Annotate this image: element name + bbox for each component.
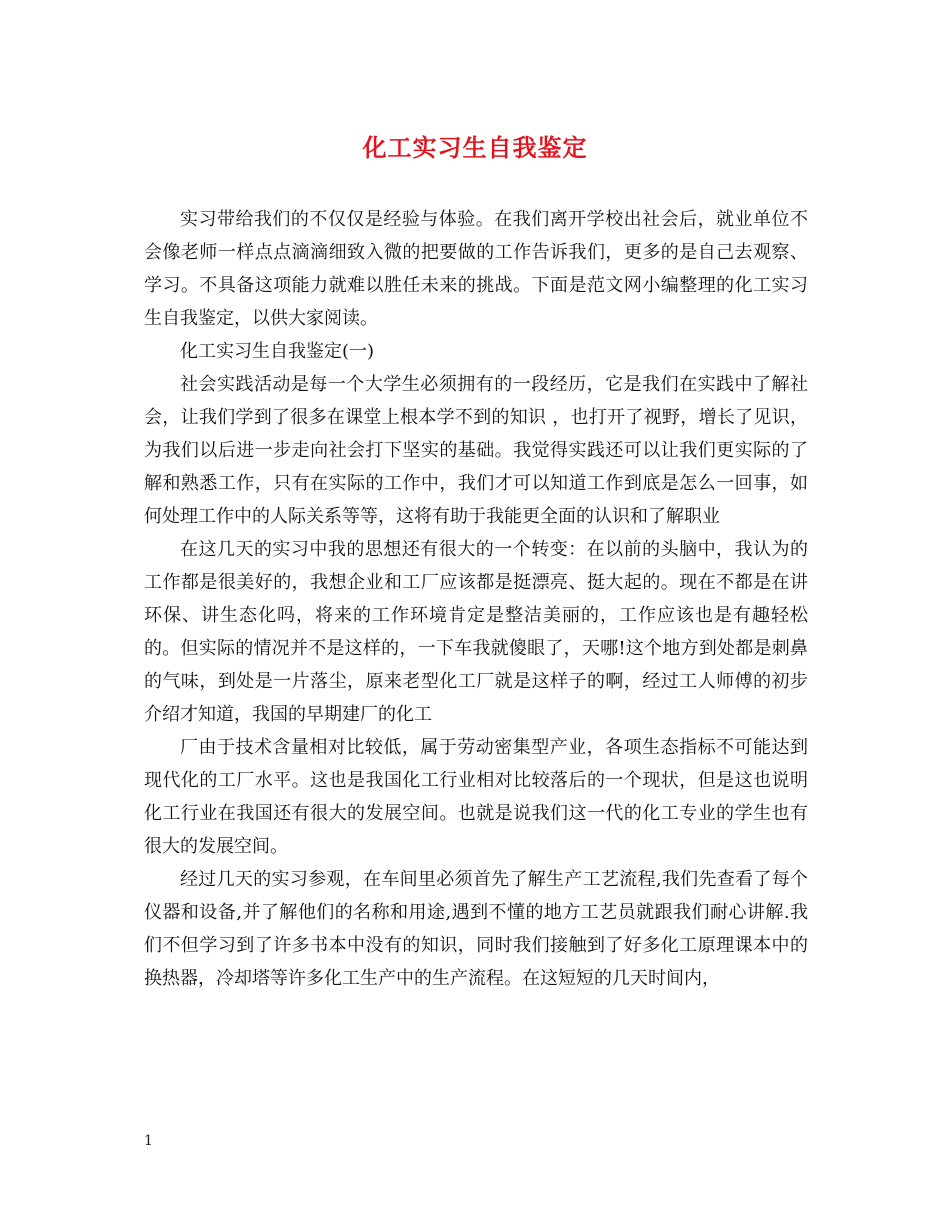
page-number: 1 [144,1133,153,1149]
document-body [144,203,808,995]
paragraph: 厂由于技术含量相对比较低，属于劳动密集型产业，各项生态指标不可能达到现代化的工厂水平。这也是我国化工行业相对比较落后的一个现状，但是这也说明化工行业在我国还有很大的发展空间。也就是说我们这一代的化工专业的学生也有很大的发展空间。 [144,737,808,857]
document-title: 化工实习生自我鉴定 [362,133,588,162]
paragraph: 在这几天的实习中我的思想还有很大的一个转变：在以前的头脑中，我认为的工作都是很美好的，我想企业和工厂应该都是挺漂亮、挺大起的。现在不都是在讲环保、讲生态化吗，将来的工作环境肯定是整洁美丽的，工作应该也是有趣轻松的。但实际的情况并不是这样的，一下车我就傻眼了，天哪!这个地方到处都是刺鼻的气味，到处是一片落尘，原来老型化工厂就是这样子的啊，经过工人师傅的初步介绍才知道，我国的早期建厂的化工 [144,539,808,725]
paragraph: 社会实践活动是每一个大学生必须拥有的一段经历，它是我们在实践中了解社会，让我们学到了很多在课堂上根本学不到的知识 ，也打开了视野，增长了见识，为我们以后进一步走向社会打下坚实的基础。我觉得实践还可以让我们更实际的了解和熟悉工作，只有在实际的工作中，我们才可以知道工作到底是怎么一回事，如何处理工作中的人际关系等等，这将有助于我能更全面的认识和了解职业 [144,374,808,527]
section-heading: 化工实习生自我鉴定(一) [180,341,375,362]
paragraph: 经过几天的实习参观，在车间里必须首先了解生产工艺流程,我们先查看了每个仪器和设备,并了解他们的名称和用途,遇到不懂的地方工艺员就跟我们耐心讲解.我们不但学习到了许多书本中没有的知识，同时我们接触到了好多化工原理课本中的换热器，冷却塔等许多化工生产中的生产流程。在这短短的几天时间内， [144,869,808,989]
paragraph-intro: 实习带给我们的不仅仅是经验与体验。在我们离开学校出社会后，就业单位不会像老师一样点点滴滴细致入微的把要做的工作告诉我们，更多的是自己去观察、学习。不具备这项能力就难以胜任未来的挑战。下面是范文网小编整理的化工实习生自我鉴定，以供大家阅读。 [144,209,808,329]
